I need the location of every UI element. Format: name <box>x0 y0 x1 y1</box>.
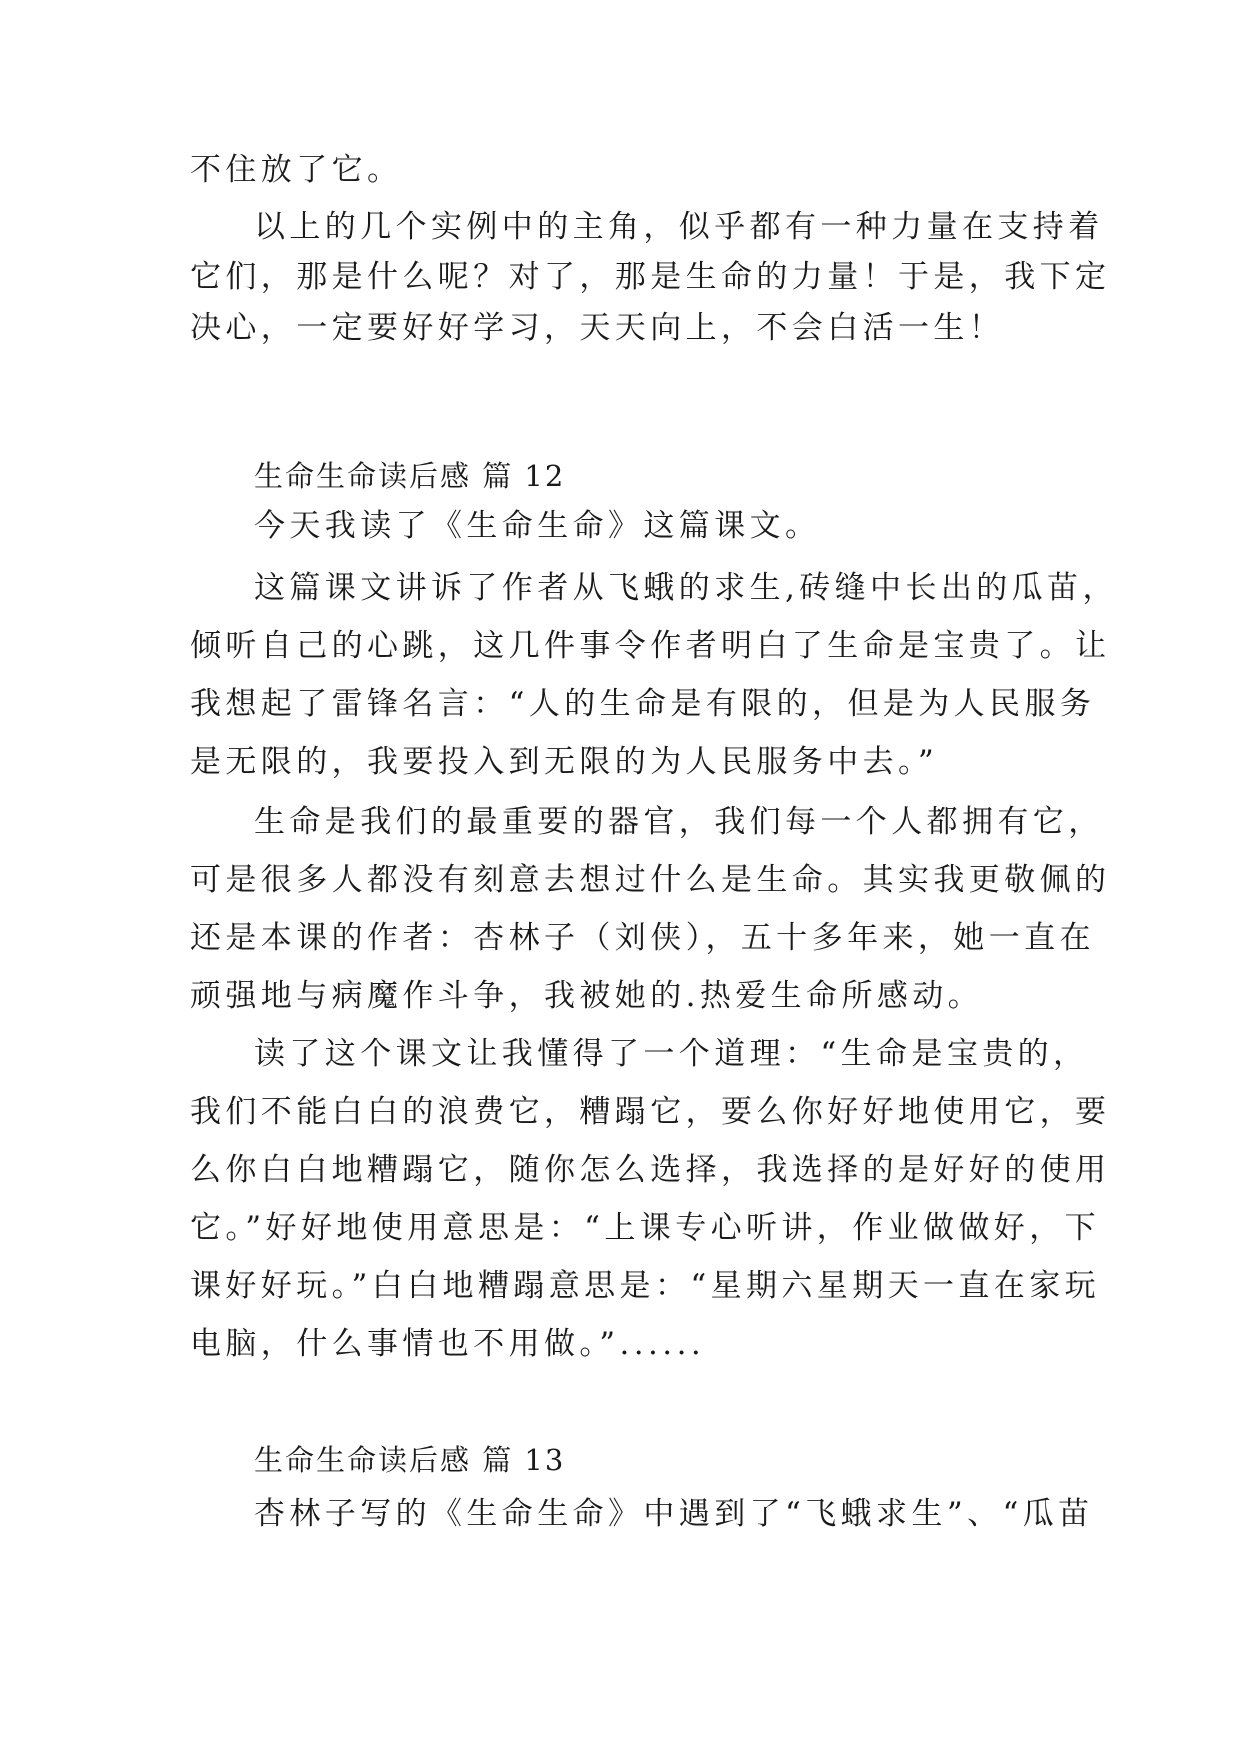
text-line: 不住放了它。 <box>190 152 403 188</box>
section-heading: 生命生命读后感 篇 12 <box>254 459 566 493</box>
text-line: 顽强地与病魔作斗争，我被她的.热爱生命所感动。 <box>190 978 984 1014</box>
text-line: 还是本课的作者：杏林子（刘侠），五十多年来，她一直在 <box>190 920 1095 956</box>
text-line: 是无限的，我要投入到无限的为人民服务中去。” <box>190 744 939 780</box>
text-line: 我们不能白白的浪费它，糟蹋它，要么你好好地使用它，要 <box>190 1094 1111 1130</box>
text-line: 么你白白地糟蹋它，随你怎么选择，我选择的是好好的使用 <box>190 1152 1111 1188</box>
text-line: 它。”好好地使用意思是：“上课专心听讲，作业做做好，下 <box>190 1210 1100 1246</box>
text-line: 杏林子写的《生命生命》中遇到了“飞蛾求生”、“瓜苗 <box>254 1496 1094 1532</box>
text-line: 这篇课文讲诉了作者从飞蛾的求生,砖缝中长出的瓜苗， <box>254 570 1118 606</box>
text-line: 电脑，什么事情也不用做。”...... <box>190 1326 706 1362</box>
text-line: 决心，一定要好好学习，天天向上，不会白活一生！ <box>190 310 1005 346</box>
text-line: 倾听自己的心跳，这几件事令作者明白了生命是宝贵了。让 <box>190 628 1111 664</box>
text-line: 以上的几个实例中的主角，似乎都有一种力量在支持着 <box>254 209 1104 245</box>
text-line: 今天我读了《生命生命》这篇课文。 <box>254 508 821 544</box>
text-line: 读了这个课文让我懂得了一个道理：“生命是宝贵的， <box>254 1036 1089 1072</box>
text-line: 我想起了雷锋名言：“人的生命是有限的，但是为人民服务 <box>190 686 1096 722</box>
text-line: 生命是我们的最重要的器官，我们每一个人都拥有它， <box>254 804 1104 840</box>
text-line: 课好好玩。”白白地糟蹋意思是：“星期六星期天一直在家玩 <box>190 1268 1100 1304</box>
text-line: 可是很多人都没有刻意去想过什么是生命。其实我更敬佩的 <box>190 862 1111 898</box>
section-heading: 生命生命读后感 篇 13 <box>254 1443 566 1477</box>
text-line: 它们，那是什么呢？对了，那是生命的力量！于是，我下定 <box>190 259 1111 295</box>
